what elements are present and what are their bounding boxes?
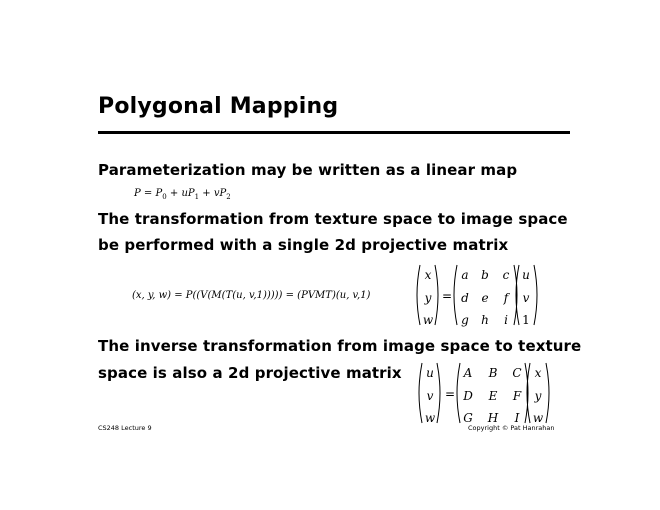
matrix-entry: h: [481, 313, 489, 327]
matrix-entry: g: [461, 313, 469, 327]
bullet-transformation-line1: The transformation from texture space to image space: [98, 210, 568, 228]
bracket-right: [534, 265, 537, 325]
footer-copyright: Copyright © Pat Hanrahan: [468, 424, 555, 432]
equals-sign: =: [442, 289, 453, 303]
bullet-parameterization: Parameterization may be written as a linear map: [98, 161, 518, 179]
matrix-rhs-entry: y: [534, 389, 542, 403]
matrix-entry: A: [463, 366, 473, 380]
matrix-entry: e: [481, 291, 489, 305]
matrix-entry: D: [463, 389, 473, 403]
matrix-lhs-entry: w: [424, 411, 436, 425]
bullet-inverse-line2: space is also a 2d projective matrix: [98, 364, 402, 382]
matrix-entry: C: [512, 366, 522, 380]
matrix-entry: a: [461, 268, 469, 282]
matrix-rhs-entry: w: [532, 411, 544, 425]
equation-lhs: P: [134, 188, 141, 199]
matrix-rhs-entry: u: [522, 268, 530, 282]
matrix-entry: b: [481, 268, 489, 282]
equation-composition: (x, y, w) = P((V(M(T(u, v,1))))) = (PVMT)(u, v,1): [132, 290, 371, 301]
bracket-left: [419, 363, 422, 423]
equals-sign: =: [445, 387, 456, 401]
bracket-right: [435, 265, 438, 325]
equation-parameterization: $P = P_0 + uP_1 + vP_2$: [134, 188, 231, 201]
matrix-entry: d: [461, 291, 469, 305]
equation-rhs: $P_0 + uP_1 + vP_2$: [155, 188, 231, 201]
matrix-entry: i: [504, 313, 508, 327]
matrix-lhs-entry: v: [426, 389, 434, 403]
matrix-entry: c: [502, 268, 510, 282]
matrix-rhs-entry: 1: [522, 313, 530, 327]
bullet-inverse-line1: The inverse transformation from image space to texture: [98, 337, 582, 355]
bracket-left: [417, 265, 420, 325]
bracket-right: [546, 363, 549, 423]
slide-title: Polygonal Mapping: [98, 94, 339, 119]
matrix-lhs-entry: x: [424, 268, 432, 282]
bullet-transformation-line2: be performed with a single 2d projective matrix: [98, 236, 509, 254]
matrix-entry: I: [514, 411, 520, 425]
matrix-entry: f: [503, 291, 509, 305]
matrix-entry: E: [488, 389, 498, 403]
matrix-entry: F: [512, 389, 522, 403]
matrix-lhs-entry: w: [422, 313, 434, 327]
footer-course: CS248 Lecture 9: [98, 424, 152, 432]
matrix-rhs-entry: v: [522, 291, 530, 305]
bracket-left: [454, 265, 457, 325]
matrix-lhs-entry: y: [424, 291, 432, 305]
bracket-right: [437, 363, 440, 423]
matrix-lhs-entry: u: [426, 366, 434, 380]
bracket-left: [457, 363, 460, 423]
matrix-entry: G: [463, 411, 473, 425]
matrix-entry: H: [487, 411, 499, 425]
matrix-rhs-entry: x: [534, 366, 542, 380]
matrix-entry: B: [488, 366, 498, 380]
